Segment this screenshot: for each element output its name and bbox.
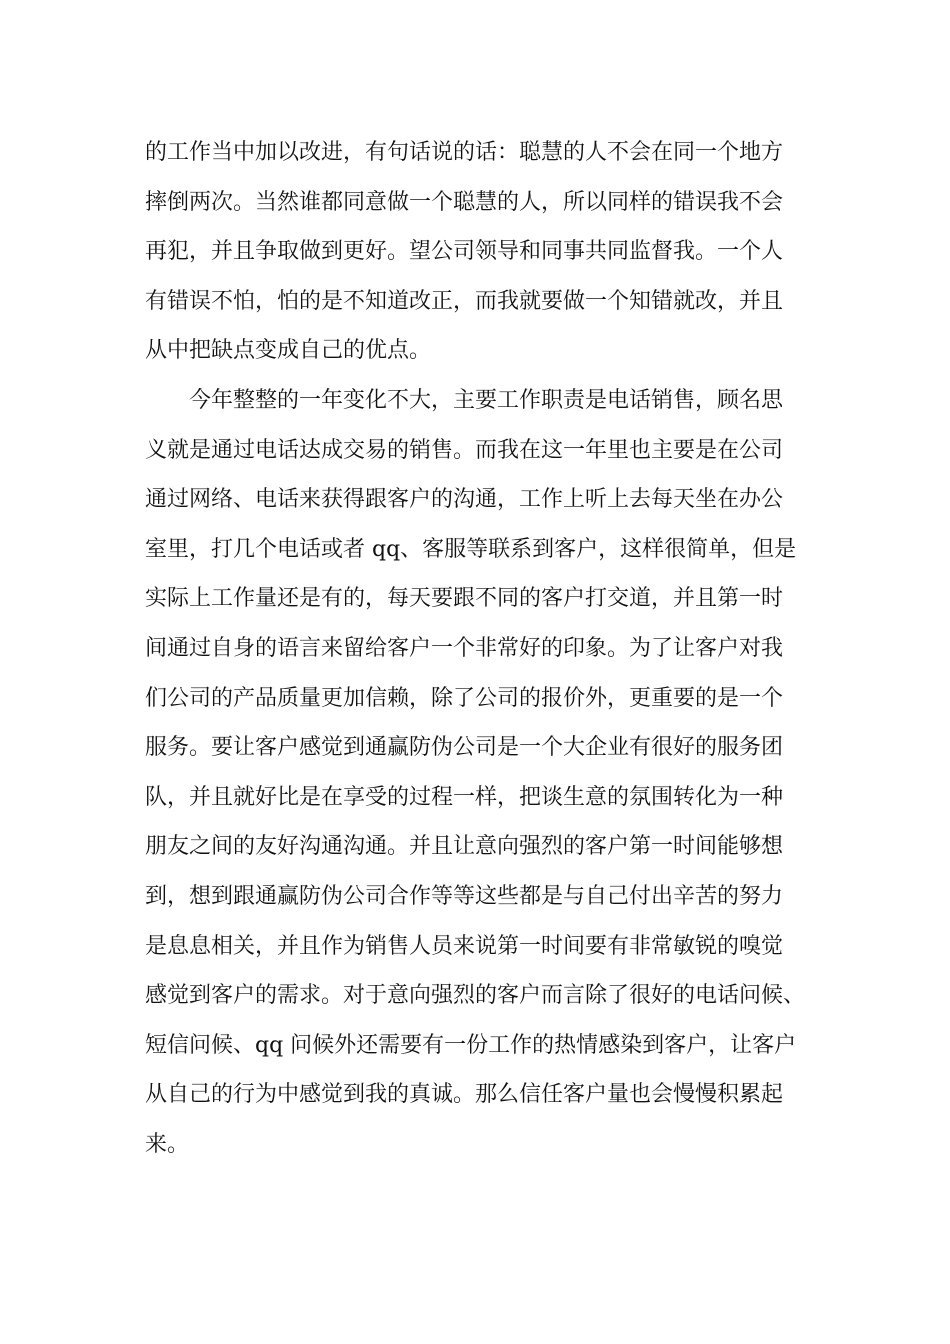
text-line: 再犯，并且争取做到更好。望公司领导和同事共同监督我。一个人 (145, 239, 784, 265)
paragraph-2 (145, 376, 810, 1170)
text-line: 从自己的行为中感觉到我的真诚。那么信任客户量也会慢慢积累起 (145, 1082, 784, 1108)
text-line: 义就是通过电话达成交易的销售。而我在这一年里也主要是在公司 (145, 437, 784, 463)
text-line: 短信问候、qq 问候外还需要有一份工作的热情感染到客户，让客户 (145, 1032, 797, 1058)
text-line: 队，并且就好比是在享受的过程一样，把谈生意的氛围转化为一种 (145, 784, 784, 810)
text-line: 感觉到客户的需求。对于意向强烈的客户而言除了很好的电话问候、 (145, 983, 806, 1009)
text-line: 室里，打几个电话或者 qq、客服等联系到客户，这样很简单，但是 (145, 536, 797, 562)
document-body (145, 128, 810, 1169)
text-line: 是息息相关，并且作为销售人员来说第一时间要有非常敏锐的嗅觉 (145, 933, 784, 959)
paragraph-1 (145, 128, 810, 376)
text-line: 今年整整的一年变化不大，主要工作职责是电话销售，顾名思 (189, 387, 784, 413)
text-line: 服务。要让客户感觉到通赢防伪公司是一个大企业有很好的服务团 (145, 735, 784, 761)
text-line: 通过网络、电话来获得跟客户的沟通，工作上听上去每天坐在办公 (145, 487, 784, 513)
text-line: 的工作当中加以改进，有句话说的话：聪慧的人不会在同一个地方 (145, 140, 784, 165)
text-line: 从中把缺点变成自己的优点。 (145, 338, 432, 364)
text-line: 朋友之间的友好沟通沟通。并且让意向强烈的客户第一时间能够想 (145, 834, 784, 860)
text-line: 有错误不怕，怕的是不知道改正，而我就要做一个知错就改，并且 (145, 288, 784, 314)
text-line: 间通过自身的语言来留给客户一个非常好的印象。为了让客户对我 (145, 635, 784, 661)
text-line: 来。 (145, 1131, 190, 1157)
text-line: 们公司的产品质量更加信赖，除了公司的报价外，更重要的是一个 (145, 685, 784, 711)
text-line: 实际上工作量还是有的，每天要跟不同的客户打交道，并且第一时 (145, 586, 784, 612)
text-line: 到，想到跟通赢防伪公司合作等等这些都是与自己付出辛苦的努力 (145, 883, 784, 909)
text-line: 摔倒两次。当然谁都同意做一个聪慧的人，所以同样的错误我不会 (145, 189, 784, 215)
